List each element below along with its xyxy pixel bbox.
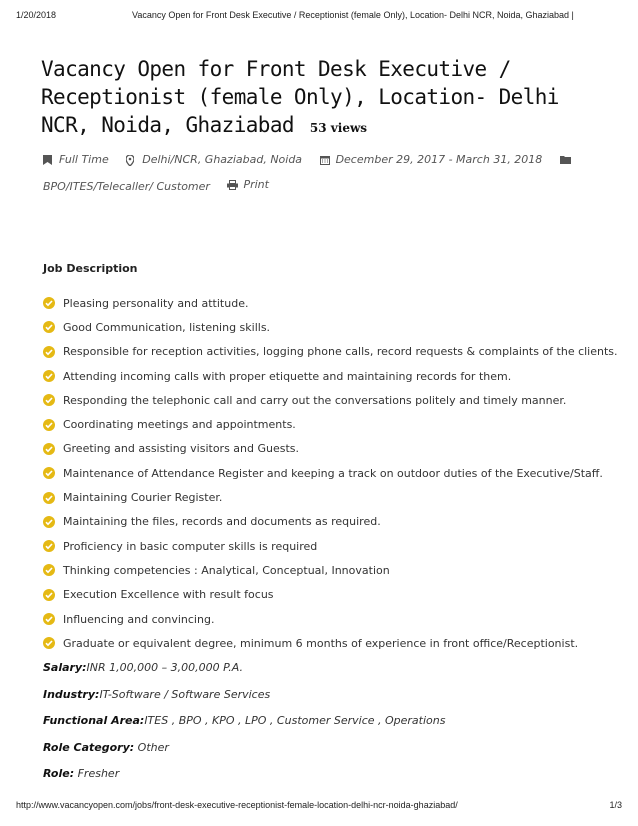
list-item-text: Maintaining the files, records and documents as required. — [63, 515, 381, 529]
list-item — [43, 510, 618, 534]
industry-label: Industry: — [43, 688, 100, 701]
list-item — [43, 437, 618, 461]
page-number: 1/3 — [609, 800, 622, 810]
job-dates — [320, 153, 543, 166]
check-circle-icon — [43, 589, 55, 601]
print-header — [16, 10, 622, 24]
job-location-label: Delhi/NCR, Ghaziabad, Noida — [142, 153, 303, 166]
bookmark-icon — [43, 155, 53, 165]
job-description-heading: Job Description — [43, 262, 138, 275]
list-item-text: Pleasing personality and attitude. — [63, 296, 249, 310]
list-item — [43, 607, 618, 631]
check-circle-icon — [43, 516, 55, 528]
list-item-text: Responding the telephonic call and carry out the conversations politely and timely manner. — [63, 393, 567, 407]
list-item-text: Proficiency in basic computer skills is required — [63, 539, 318, 553]
check-circle-icon — [43, 346, 55, 358]
list-item — [43, 388, 618, 412]
list-item-text: Greeting and assisting visitors and Guests. — [63, 442, 300, 456]
list-item-text: Graduate or equivalent degree, minimum 6 months of experience in front office/Receptionist. — [63, 636, 579, 650]
list-item — [43, 461, 618, 485]
print-url[interactable]: http://www.vacancyopen.com/jobs/front-desk-executive-receptionist-female-location-delhi-ncr-noida-ghaziabad/ — [16, 800, 458, 810]
role-label: Role: — [43, 767, 75, 780]
list-item-text: Execution Excellence with result focus — [63, 588, 274, 602]
list-item — [43, 558, 618, 582]
list-item — [43, 631, 618, 655]
list-item — [43, 534, 618, 558]
check-circle-icon — [43, 492, 55, 504]
print-doc-title: Vacancy Open for Front Desk Executive / Receptionist (female Only), Location- Delhi NCR, Noida, Ghaziabad | — [132, 10, 574, 20]
list-item-text: Coordinating meetings and appointments. — [63, 418, 296, 432]
print-date: 1/20/2018 — [16, 10, 57, 20]
job-meta-row — [43, 153, 590, 168]
check-circle-icon — [43, 540, 55, 552]
list-item-text: Maintenance of Attendance Register and keeping a track on outdoor duties of the Executive/Staff. — [63, 466, 603, 480]
print-button[interactable] — [227, 178, 269, 191]
printer-icon — [227, 180, 237, 190]
role-category-value: Other — [134, 741, 169, 754]
list-item — [43, 364, 618, 388]
check-circle-icon — [43, 637, 55, 649]
list-item — [43, 291, 618, 315]
views-count: 53 views — [309, 121, 368, 135]
calendar-icon — [320, 155, 330, 165]
list-item — [43, 315, 618, 339]
requirements-list — [43, 291, 618, 655]
list-item-text: Attending incoming calls with proper etiquette and maintaining records for them. — [63, 369, 512, 383]
check-circle-icon — [43, 370, 55, 382]
job-type-label: Full Time — [59, 153, 109, 166]
list-item — [43, 412, 618, 436]
list-item-text: Thinking competencies : Analytical, Conceptual, Innovation — [63, 563, 390, 577]
role-value: Fresher — [74, 767, 120, 780]
job-category-label: BPO/ITES/Telecaller/ Customer — [43, 179, 210, 193]
list-item-text: Influencing and convincing. — [63, 612, 215, 626]
salary-value: INR 1,00,000 – 3,00,000 P.A. — [86, 661, 243, 674]
map-marker-icon — [126, 155, 136, 165]
role-category-label: Role Category: — [43, 741, 135, 754]
folder-marker — [560, 155, 576, 165]
check-circle-icon — [43, 297, 55, 309]
role-category-row — [43, 741, 169, 754]
job-title-text: Vacancy Open for Front Desk Executive / Receptionist (female Only), Location- Delhi NCR, Noida, Ghaziabad — [41, 57, 559, 137]
print-label: Print — [243, 178, 269, 191]
folder-icon — [560, 155, 570, 165]
list-item-text: Good Communication, listening skills. — [63, 320, 271, 334]
salary-label: Salary: — [43, 661, 87, 674]
check-circle-icon — [43, 467, 55, 479]
role-row — [43, 767, 119, 780]
job-category[interactable] — [43, 180, 210, 193]
functional-area-label: Functional Area: — [43, 714, 145, 727]
industry-row — [43, 688, 270, 701]
check-circle-icon — [43, 321, 55, 333]
functional-area-value: ITES , BPO , KPO , LPO , Customer Service , Operations — [144, 714, 446, 727]
check-circle-icon — [43, 564, 55, 576]
job-title — [41, 55, 601, 142]
industry-value: IT-Software / Software Services — [99, 688, 271, 701]
job-meta-row-2 — [43, 178, 283, 193]
list-item — [43, 340, 618, 364]
list-item — [43, 583, 618, 607]
list-item-text: Responsible for reception activities, logging phone calls, record requests & complaints of the clients. — [63, 345, 618, 359]
job-location[interactable] — [126, 153, 302, 166]
functional-area-row — [43, 714, 445, 727]
check-circle-icon — [43, 419, 55, 431]
print-footer — [16, 800, 622, 814]
salary-row — [43, 661, 243, 674]
check-circle-icon — [43, 443, 55, 455]
check-circle-icon — [43, 613, 55, 625]
job-dates-label: December 29, 2017 - March 31, 2018 — [335, 153, 543, 166]
list-item — [43, 485, 618, 509]
job-type[interactable] — [43, 153, 109, 166]
check-circle-icon — [43, 394, 55, 406]
list-item-text: Maintaining Courier Register. — [63, 491, 223, 505]
